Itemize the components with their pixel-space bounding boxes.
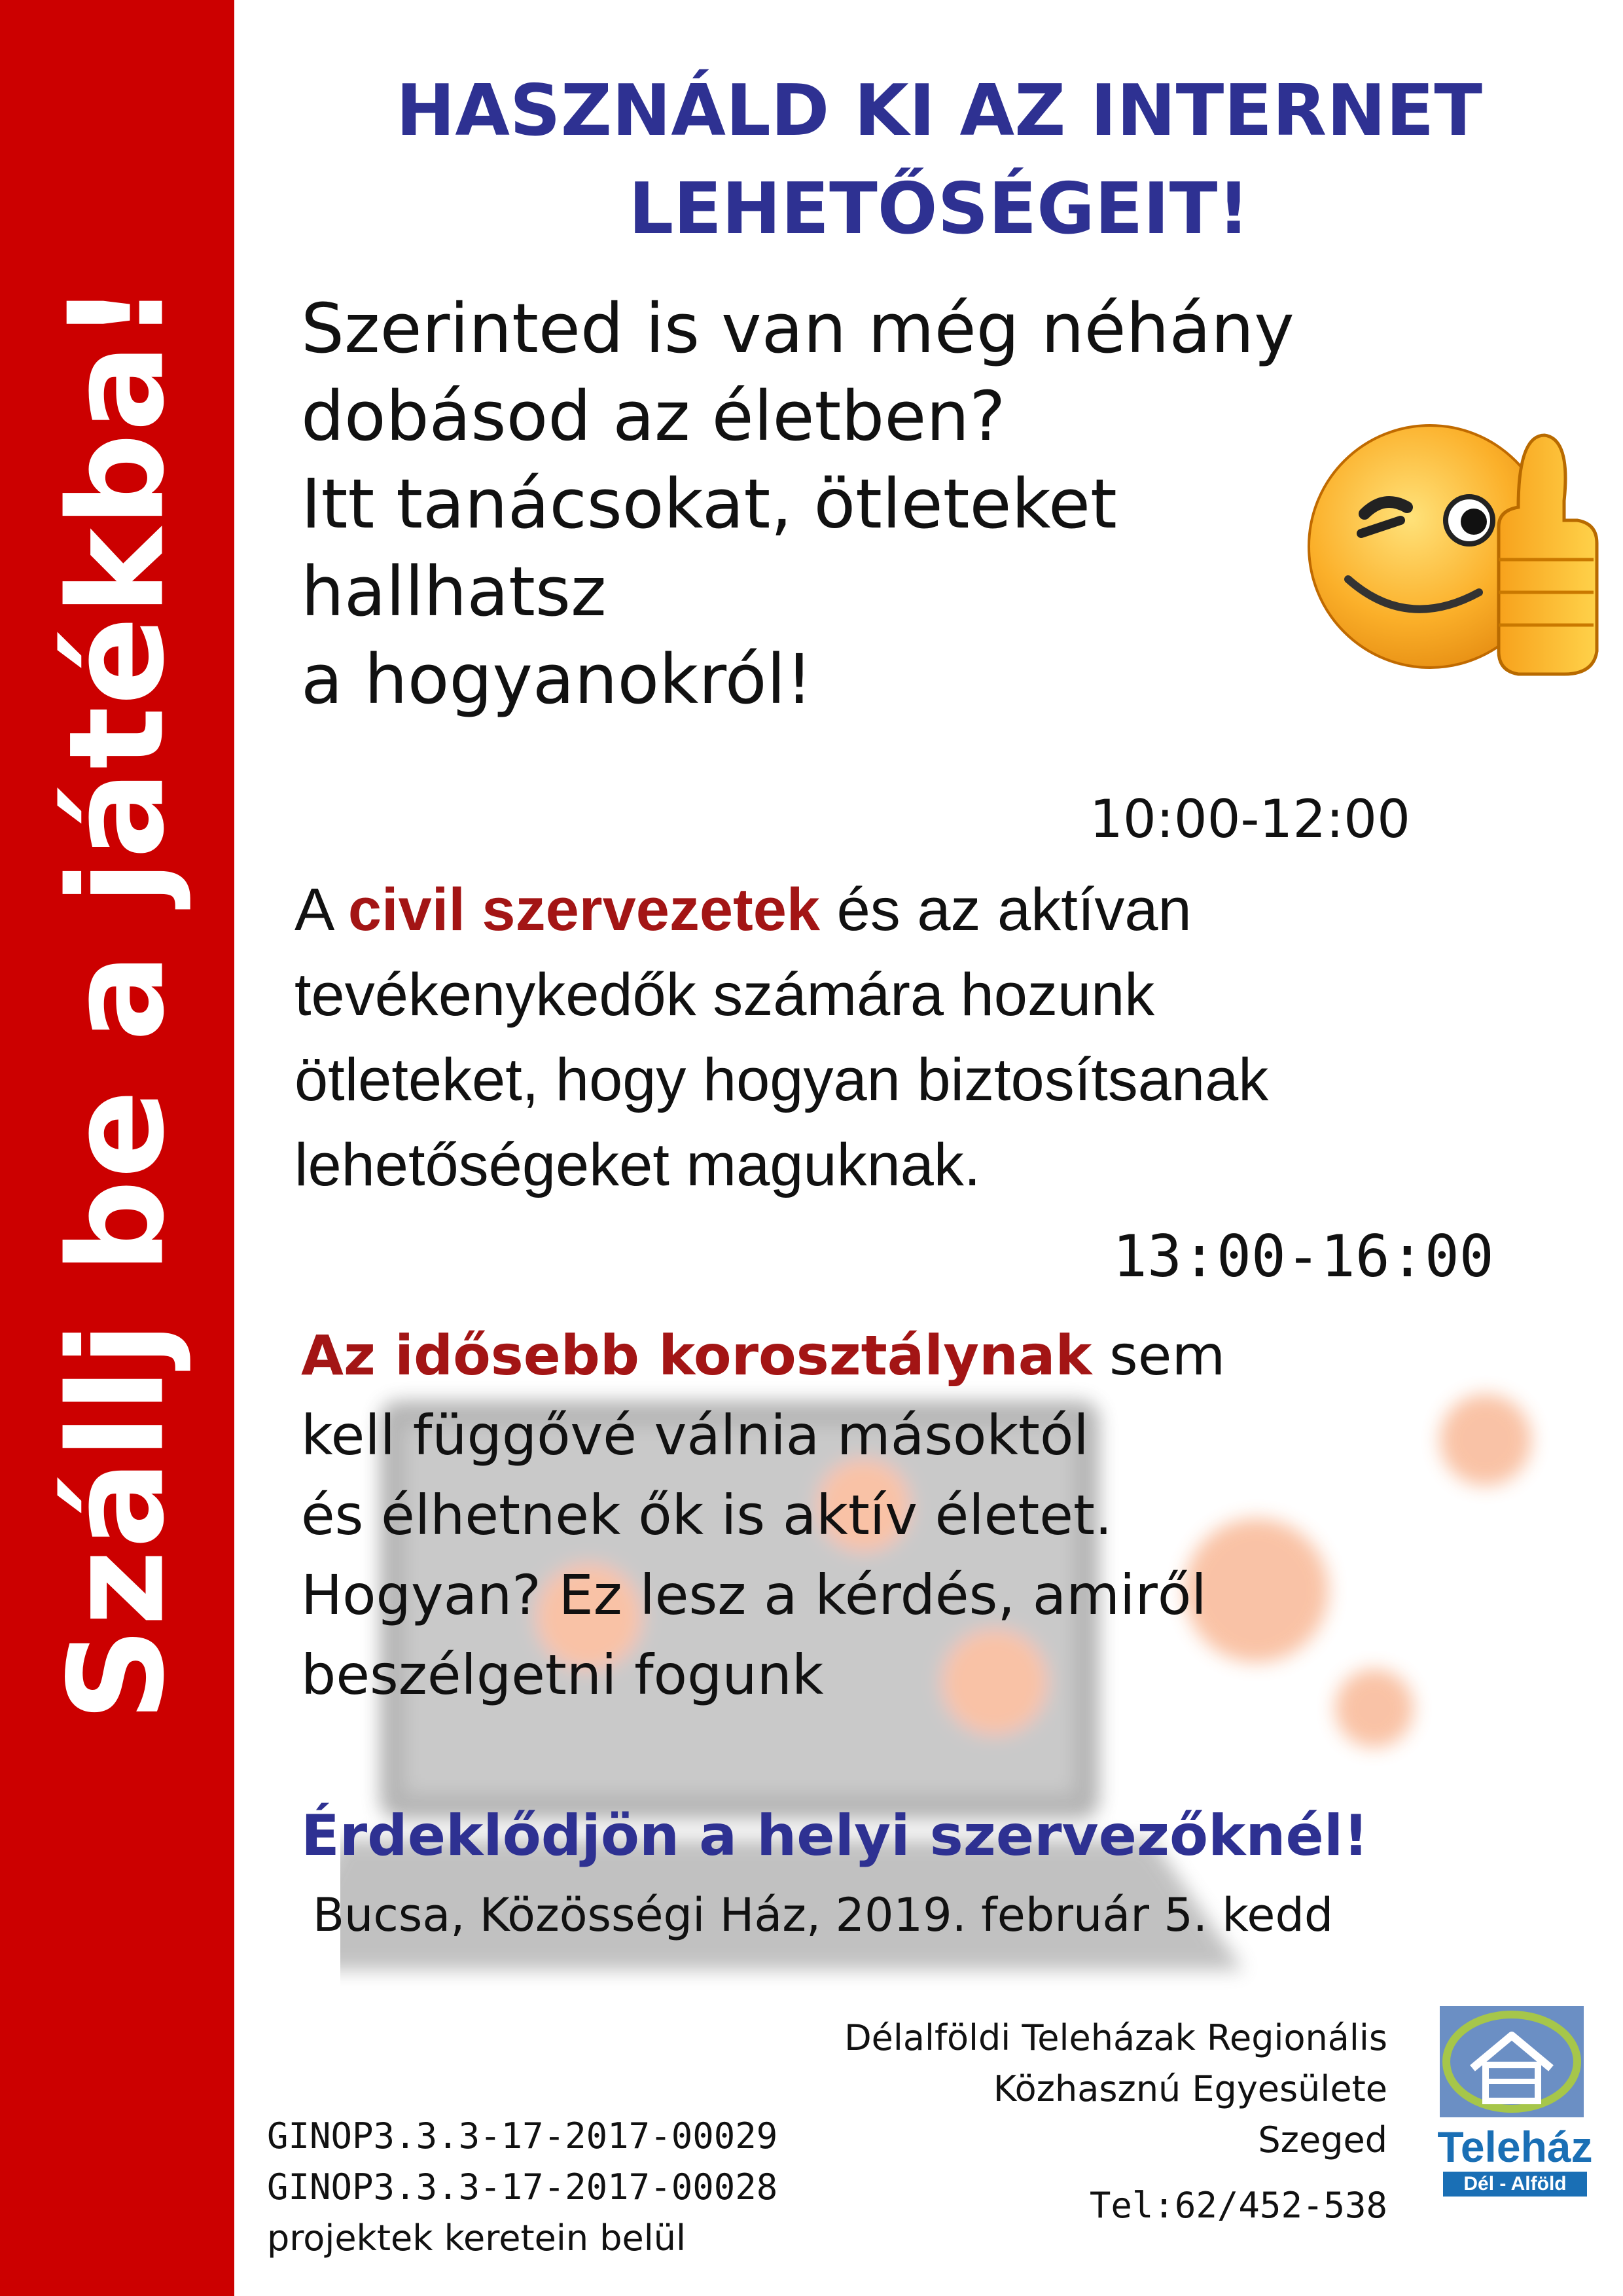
session-2-rest: sem: [1092, 1323, 1226, 1388]
project-code: GINOP3.3.3-17-2017-00029: [267, 2115, 778, 2157]
session-1-description: [294, 867, 1472, 1208]
intro-line: Szerinted is van még néhány: [301, 289, 1294, 368]
session-1-time: 10:00-12:00: [1090, 789, 1410, 850]
session-2-line: és élhetnek ők is aktív életet.: [301, 1483, 1113, 1547]
session-2-highlight: Az idősebb korosztálynak: [301, 1323, 1092, 1388]
page-title: [288, 62, 1590, 259]
session-1-highlight: civil szervezetek: [348, 876, 821, 943]
title-line-2: LEHETŐSÉGEIT!: [628, 168, 1250, 250]
sidebar-slogan: Szállj be a játékba!: [41, 281, 194, 1722]
organization-phone: Tel:62/452-538: [1089, 2185, 1387, 2226]
intro-line: a hogyanokról!: [301, 639, 813, 719]
intro-line: Itt tanácsokat, ötleteket: [301, 464, 1117, 544]
organization-line: Délalföldi Teleházak Regionális: [844, 2017, 1387, 2058]
session-2-description: [301, 1316, 1479, 1715]
session-2-line: beszélgetni fogunk: [301, 1643, 824, 1707]
session-1-line: tevékenykedők számára hozunk: [294, 961, 1155, 1028]
title-line-1: HASZNÁLD KI AZ INTERNET: [395, 70, 1483, 152]
session-1-first-line: [294, 867, 1472, 952]
organization-line: Szeged: [1258, 2119, 1387, 2161]
session-2-line: kell függővé válnia másoktól: [301, 1403, 1089, 1467]
session-2-first-line: [301, 1316, 1479, 1395]
session-2-time: 13:00-16:00: [1113, 1223, 1494, 1290]
call-to-action: Érdeklődjön a helyi szervezőknél!: [301, 1803, 1369, 1869]
logo-name: Teleház: [1437, 2123, 1593, 2171]
session-1-rest: és az aktívan: [820, 876, 1192, 943]
project-codes: [267, 2111, 777, 2264]
session-1-line: ötleteket, hogy hogyan biztosítsanak: [294, 1047, 1269, 1113]
intro-line: hallhatsz: [301, 552, 607, 632]
intro-line: dobásod az életben?: [301, 376, 1006, 456]
project-code: GINOP3.3.3-17-2017-00028: [267, 2166, 778, 2208]
event-location-date: Bucsa, Közösségi Ház, 2019. február 5. kedd: [313, 1888, 1334, 1942]
logo-subtitle: Dél - Alföld: [1443, 2172, 1587, 2197]
organization-line: Közhasznú Egyesülete: [993, 2068, 1387, 2109]
sidebar: [0, 0, 234, 2296]
session-1-lead: A: [294, 876, 348, 943]
winking-thumbs-up-smiley-icon: [1302, 416, 1603, 691]
session-1-line: lehetőségeket maguknak.: [294, 1132, 981, 1198]
session-2-line: Hogyan? Ez lesz a kérdés, amiről: [301, 1563, 1207, 1627]
intro-text: [301, 285, 1335, 723]
project-note: projektek keretein belül: [267, 2217, 686, 2259]
organization-info: [720, 2013, 1387, 2231]
